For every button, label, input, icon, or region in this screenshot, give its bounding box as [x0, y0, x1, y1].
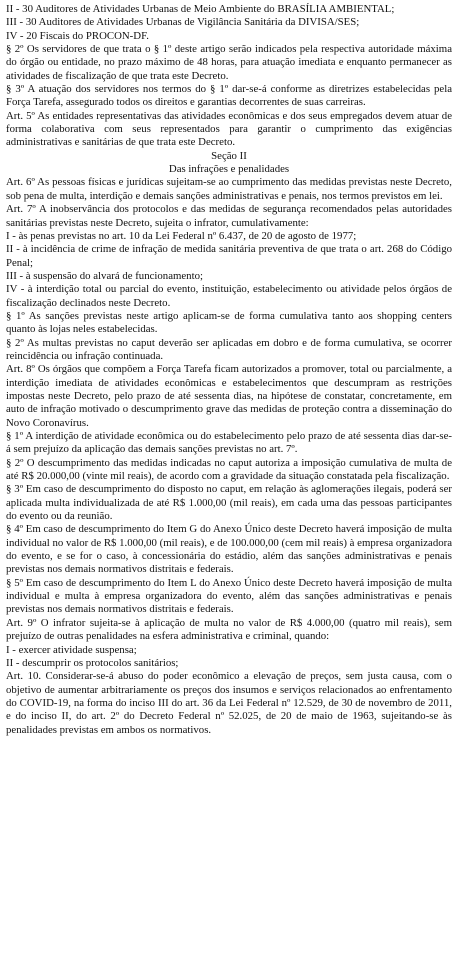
- paragraph: Art. 7º A inobservância dos protocolos e das medidas de segurança recomendados pelas autoridades sanitárias previstas neste Decreto, sujeita o infrator, cumulativamente:: [6, 203, 452, 229]
- paragraph: § 3º A atuação dos servidores nos termos do § 1º dar-se-á conforme as diretrizes estabelecidas pela Força Tarefa, assegurado todos os direitos e garantias decorrentes de suas carreiras.: [6, 83, 452, 109]
- paragraph: I - às penas previstas no art. 10 da Lei Federal nº 6.437, de 20 de agosto de 1977;: [6, 229, 357, 242]
- paragraph: Art. 6º As pessoas físicas e jurídicas sujeitam-se ao cumprimento das medidas previstas neste Decreto, sob pena de multa, interdição e demais sanções administrativas e penais, nos termos previstos em lei.: [6, 176, 452, 202]
- paragraph: Art. 9º O infrator sujeita-se à aplicação de multa no valor de R$ 4.000,00 (quatro mil reais), sem prejuízo de outras penalidades na esfera administrativa e criminal, quando:: [6, 616, 452, 643]
- section-heading: Seção II: [211, 149, 247, 162]
- paragraph: § 2º Os servidores de que trata o § 1º deste artigo serão indicados pela respectiva autoridade máxima do órgão ou entidade, no prazo máximo de 48 horas, para atuação imediata e enquanto permanecer as atividades de fiscalização de que trata este Decreto.: [6, 43, 452, 82]
- paragraph: IV - 20 Fiscais do PROCON-DF.: [6, 29, 149, 42]
- paragraph: § 1º As sanções previstas neste artigo aplicam-se de forma cumulativa tanto aos shopping centers quanto às lojas neles estabelecidas.: [6, 309, 452, 336]
- paragraph: § 5º Em caso de descumprimento do Item L do Anexo Único deste Decreto haverá imposição de multa individual e multa à empresa organizadora do evento, além das sanções administrativas e penais previstas nos demais normativos distritais e federais.: [6, 576, 452, 616]
- paragraph: Art. 8º Os órgãos que compõem a Força Tarefa ficam autorizados a promover, total ou parcialmente, a interdição imediata de atividades econômicas e estabelecimentos que descumpram as restrições impostas neste Decreto, pelo prazo de até sessenta dias, na hipótese de constatar, concretamente, em auto de infração motivado o descumprimento grave das medidas de proteção contra a disseminação do Novo Coronavírus.: [6, 363, 452, 429]
- paragraph: § 4º Em caso de descumprimento do Item G do Anexo Único deste Decreto haverá imposição de multa individual no valor de R$ 1.000,00 (mil reais), e de 100.000,00 (cem mil reais) à empresa organizadora do evento, e se for o caso, à concessionária do estádio, além das sanções administrativas e penais previstas nos demais normativos distritais e federais.: [6, 523, 452, 576]
- paragraph: II - à incidência de crime de infração de medida sanitária preventiva de que trata o art. 268 do Código Penal;: [6, 243, 452, 269]
- paragraph: Art. 10. Considerar-se-á abuso do poder econômico a elevação de preços, sem justa causa, com o objetivo de aumentar arbitrariamente os preços dos insumos e serviços relacionados ao enfrentamento do COVID-19, na forma do inciso III do art. 36 da Lei Federal nº 12.529, de 30 de novembro de 2011, e do inciso II, do art. 2º do Decreto Federal nº 52.025, de 20 de maio de 1963, sujeitando-se às penalidades previstas em ambos os normativos.: [6, 670, 452, 736]
- paragraph: III - à suspensão do alvará de funcionamento;: [6, 269, 203, 282]
- paragraph: Art. 5º As entidades representativas das atividades econômicas e dos seus empregados devem atuar de forma colaborativa com seus representados para garantir o cumprimento das exigências administrativas e sanitárias de que trata este Decreto.: [6, 109, 452, 149]
- paragraph: IV - à interdição total ou parcial do evento, instituição, estabelecimento ou atividade pelos órgãos de fiscalização declinados neste Decreto.: [6, 283, 452, 309]
- paragraph: § 2º O descumprimento das medidas indicadas no caput autoriza a imposição cumulativa de multa de até R$ 20.000,00 (vinte mil reais), de acordo com a gravidade da situação constatada pela fiscalização.: [6, 456, 452, 483]
- paragraph: III - 30 Auditores de Atividades Urbanas de Vigilância Sanitária da DIVISA/SES;: [6, 16, 360, 29]
- paragraph: I - exercer atividade suspensa;: [6, 643, 137, 656]
- paragraph: § 3º Em caso de descumprimento do disposto no caput, em relação às aglomerações ilegais, poderá ser aplicada multa individualizada de até R$ 1.000,00 (mil reais), em cada uma das pessoas participantes do evento ou da reunião.: [6, 483, 452, 523]
- paragraph: § 2º As multas previstas no caput deverão ser aplicadas em dobro e de forma cumulativa, se ocorrer reincidência ou infração continuada.: [6, 336, 452, 362]
- paragraph: II - 30 Auditores de Atividades Urbanas de Meio Ambiente do BRASÍLIA AMBIENTAL;: [6, 3, 395, 15]
- paragraph: II - descumprir os protocolos sanitários;: [6, 656, 179, 669]
- section-heading: Das infrações e penalidades: [168, 163, 290, 176]
- paragraph: § 1º A interdição de atividade econômica ou do estabelecimento pelo prazo de até sessenta dias dar-se-á sem prejuízo da aplicação das demais sanções previstas no art. 7º.: [6, 430, 452, 456]
